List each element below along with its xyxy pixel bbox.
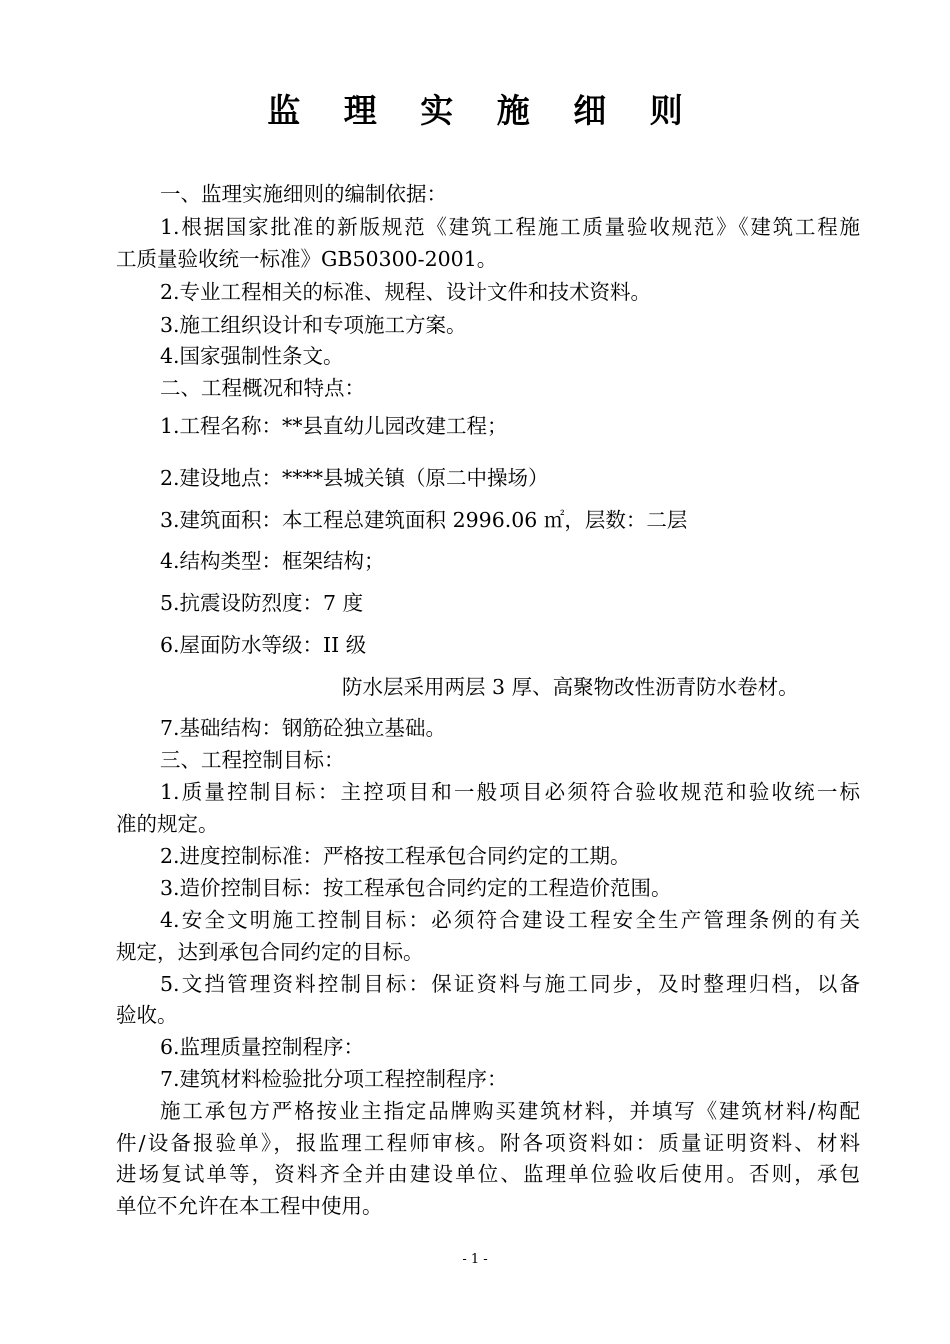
roof-waterproof-line: 6.屋面防水等级：II 级 [160,633,367,657]
paragraph-line: 单位不允许在本工程中使用。 [116,1194,383,1218]
paragraph-line: 施工承包方严格按业主指定品牌购买建筑材料，并填写《建筑材料/构配 [160,1099,860,1123]
paragraph-line: 3.施工组织设计和专项施工方案。 [160,313,467,337]
paragraph-line: 3.造价控制目标：按工程承包合同约定的工程造价范围。 [160,876,672,900]
paragraph-line: 验收。 [116,1003,178,1027]
paragraph-line: 6.监理质量控制程序： [160,1035,365,1059]
paragraph-line: 件/设备报验单》，报监理工程师审核。附各项资料如：质量证明资料、材料 [116,1131,860,1155]
seismic-line: 5.抗震设防烈度：7 度 [160,591,364,615]
waterproof-detail-line: 防水层采用两层 3 厚、高聚物改性沥青防水卷材。 [342,675,799,699]
paragraph-line: 5.文挡管理资料控制目标：保证资料与施工同步，及时整理归档，以备 [160,972,860,996]
project-name-line: 1.工程名称：**县直幼儿园改建工程； [160,414,508,438]
section-heading-basis: 一、监理实施细则的编制依据： [160,182,447,206]
project-location-line: 2.建设地点：****县城关镇（原二中操场） [160,466,549,490]
foundation-line: 7.基础结构：钢筋砼独立基础。 [160,716,447,740]
paragraph-line: 4.国家强制性条文。 [160,344,344,368]
paragraph-line: 1.根据国家批准的新版规范《建筑工程施工质量验收规范》《建筑工程施 [160,215,860,239]
paragraph-line: 1.质量控制目标：主控项目和一般项目必须符合验收规范和验收统一标 [160,780,860,804]
paragraph-line: 4.安全文明施工控制目标：必须符合建设工程安全生产管理条例的有关 [160,908,860,932]
building-area-line: 3.建筑面积：本工程总建筑面积 2996.06 ㎡，层数：二层 [160,508,688,532]
paragraph-line: 2.专业工程相关的标准、规程、设计文件和技术资料。 [160,280,652,304]
section-heading-targets: 三、工程控制目标： [160,748,345,772]
paragraph-line: 7.建筑材料检验批分项工程控制程序： [160,1067,508,1091]
paragraph-line: 进场复试单等，资料齐全并由建设单位、监理单位验收后使用。否则，承包 [116,1162,860,1186]
paragraph-line: 准的规定。 [116,812,219,836]
paragraph-line: 规定，达到承包合同约定的目标。 [116,940,424,964]
section-heading-overview: 二、工程概况和特点： [160,376,365,400]
document-title: 监 理 实 施 细 则 [267,91,699,130]
structure-type-line: 4.结构类型：框架结构； [160,549,385,573]
paragraph-line: 工质量验收统一标准》GB50300-2001。 [116,247,498,271]
paragraph-line: 2.进度控制标准：严格按工程承包合同约定的工期。 [160,844,631,868]
page-number: - 1 - [462,1252,488,1267]
